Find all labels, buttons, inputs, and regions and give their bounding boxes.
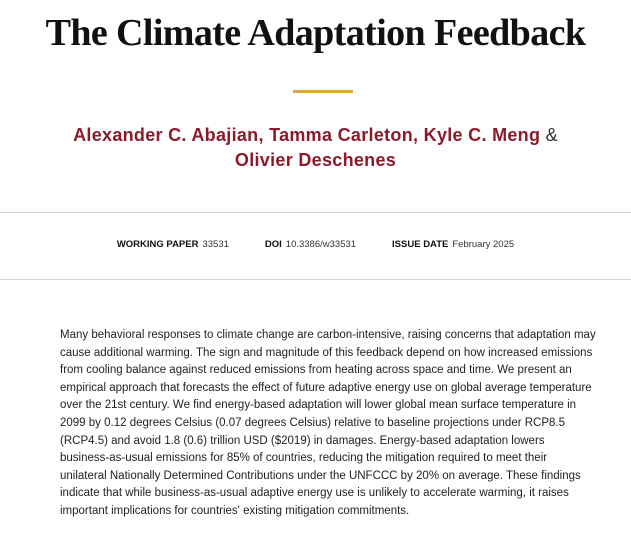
- working-paper-field: [117, 238, 229, 252]
- issue-date-label: ISSUE DATE: [392, 239, 449, 250]
- doi-field: [265, 238, 356, 252]
- paper-title: The Climate Adaptation Feedback: [45, 12, 586, 54]
- author-separator: ,: [258, 125, 264, 145]
- author-separator: ,: [413, 125, 419, 145]
- author-list: [40, 123, 591, 173]
- paper-metadata: [0, 238, 631, 252]
- working-paper-number: 33531: [202, 239, 229, 250]
- author-ampersand: &: [545, 125, 558, 145]
- accent-rule: [293, 90, 353, 93]
- issue-date-field: [392, 238, 514, 252]
- divider-top: [0, 212, 631, 213]
- author-link[interactable]: Olivier Deschenes: [234, 150, 397, 170]
- abstract-text: Many behavioral responses to climate change are carbon-intensive, raising concerns that adaptation may cause additional warming. The sign and magnitude of this feedback depend on how increased emissions from cooling balance against reduced emissions from heating across space and time. We present an empirical approach that forecasts the effect of future adaptive energy use on global average temperature over the 21st century. We find energy-based adaptation will lower global mean surface temperature in 2099 by 0.12 degrees Celsius (0.07 degrees Celsius) relative to baseline projections under RCP8.5 (RCP4.5) and avoid 1.8 (0.6) trillion USD ($2019) in damages. Energy-based adaptation lowers business-as-usual emissions for 85% of countries, reducing the mitigation required to meet their unilateral Nationally Determined Contributions under the UNFCCC by 20% on average. These findings indicate that while business-as-usual adaptive energy use is unlikely to accelerate warming, it raises important implications for countries' existing mitigation commitments.: [60, 329, 596, 517]
- doi-label: DOI: [264, 239, 282, 250]
- issue-date-value: February 2025: [452, 239, 515, 250]
- doi-value[interactable]: 10.3386/w33531: [285, 239, 357, 250]
- working-paper-label: WORKING PAPER: [116, 239, 199, 250]
- author-link[interactable]: Alexander C. Abajian: [73, 125, 259, 145]
- author-link[interactable]: Kyle C. Meng: [423, 125, 541, 145]
- author-link[interactable]: Tamma Carleton: [269, 125, 414, 145]
- divider-bottom: [0, 279, 631, 280]
